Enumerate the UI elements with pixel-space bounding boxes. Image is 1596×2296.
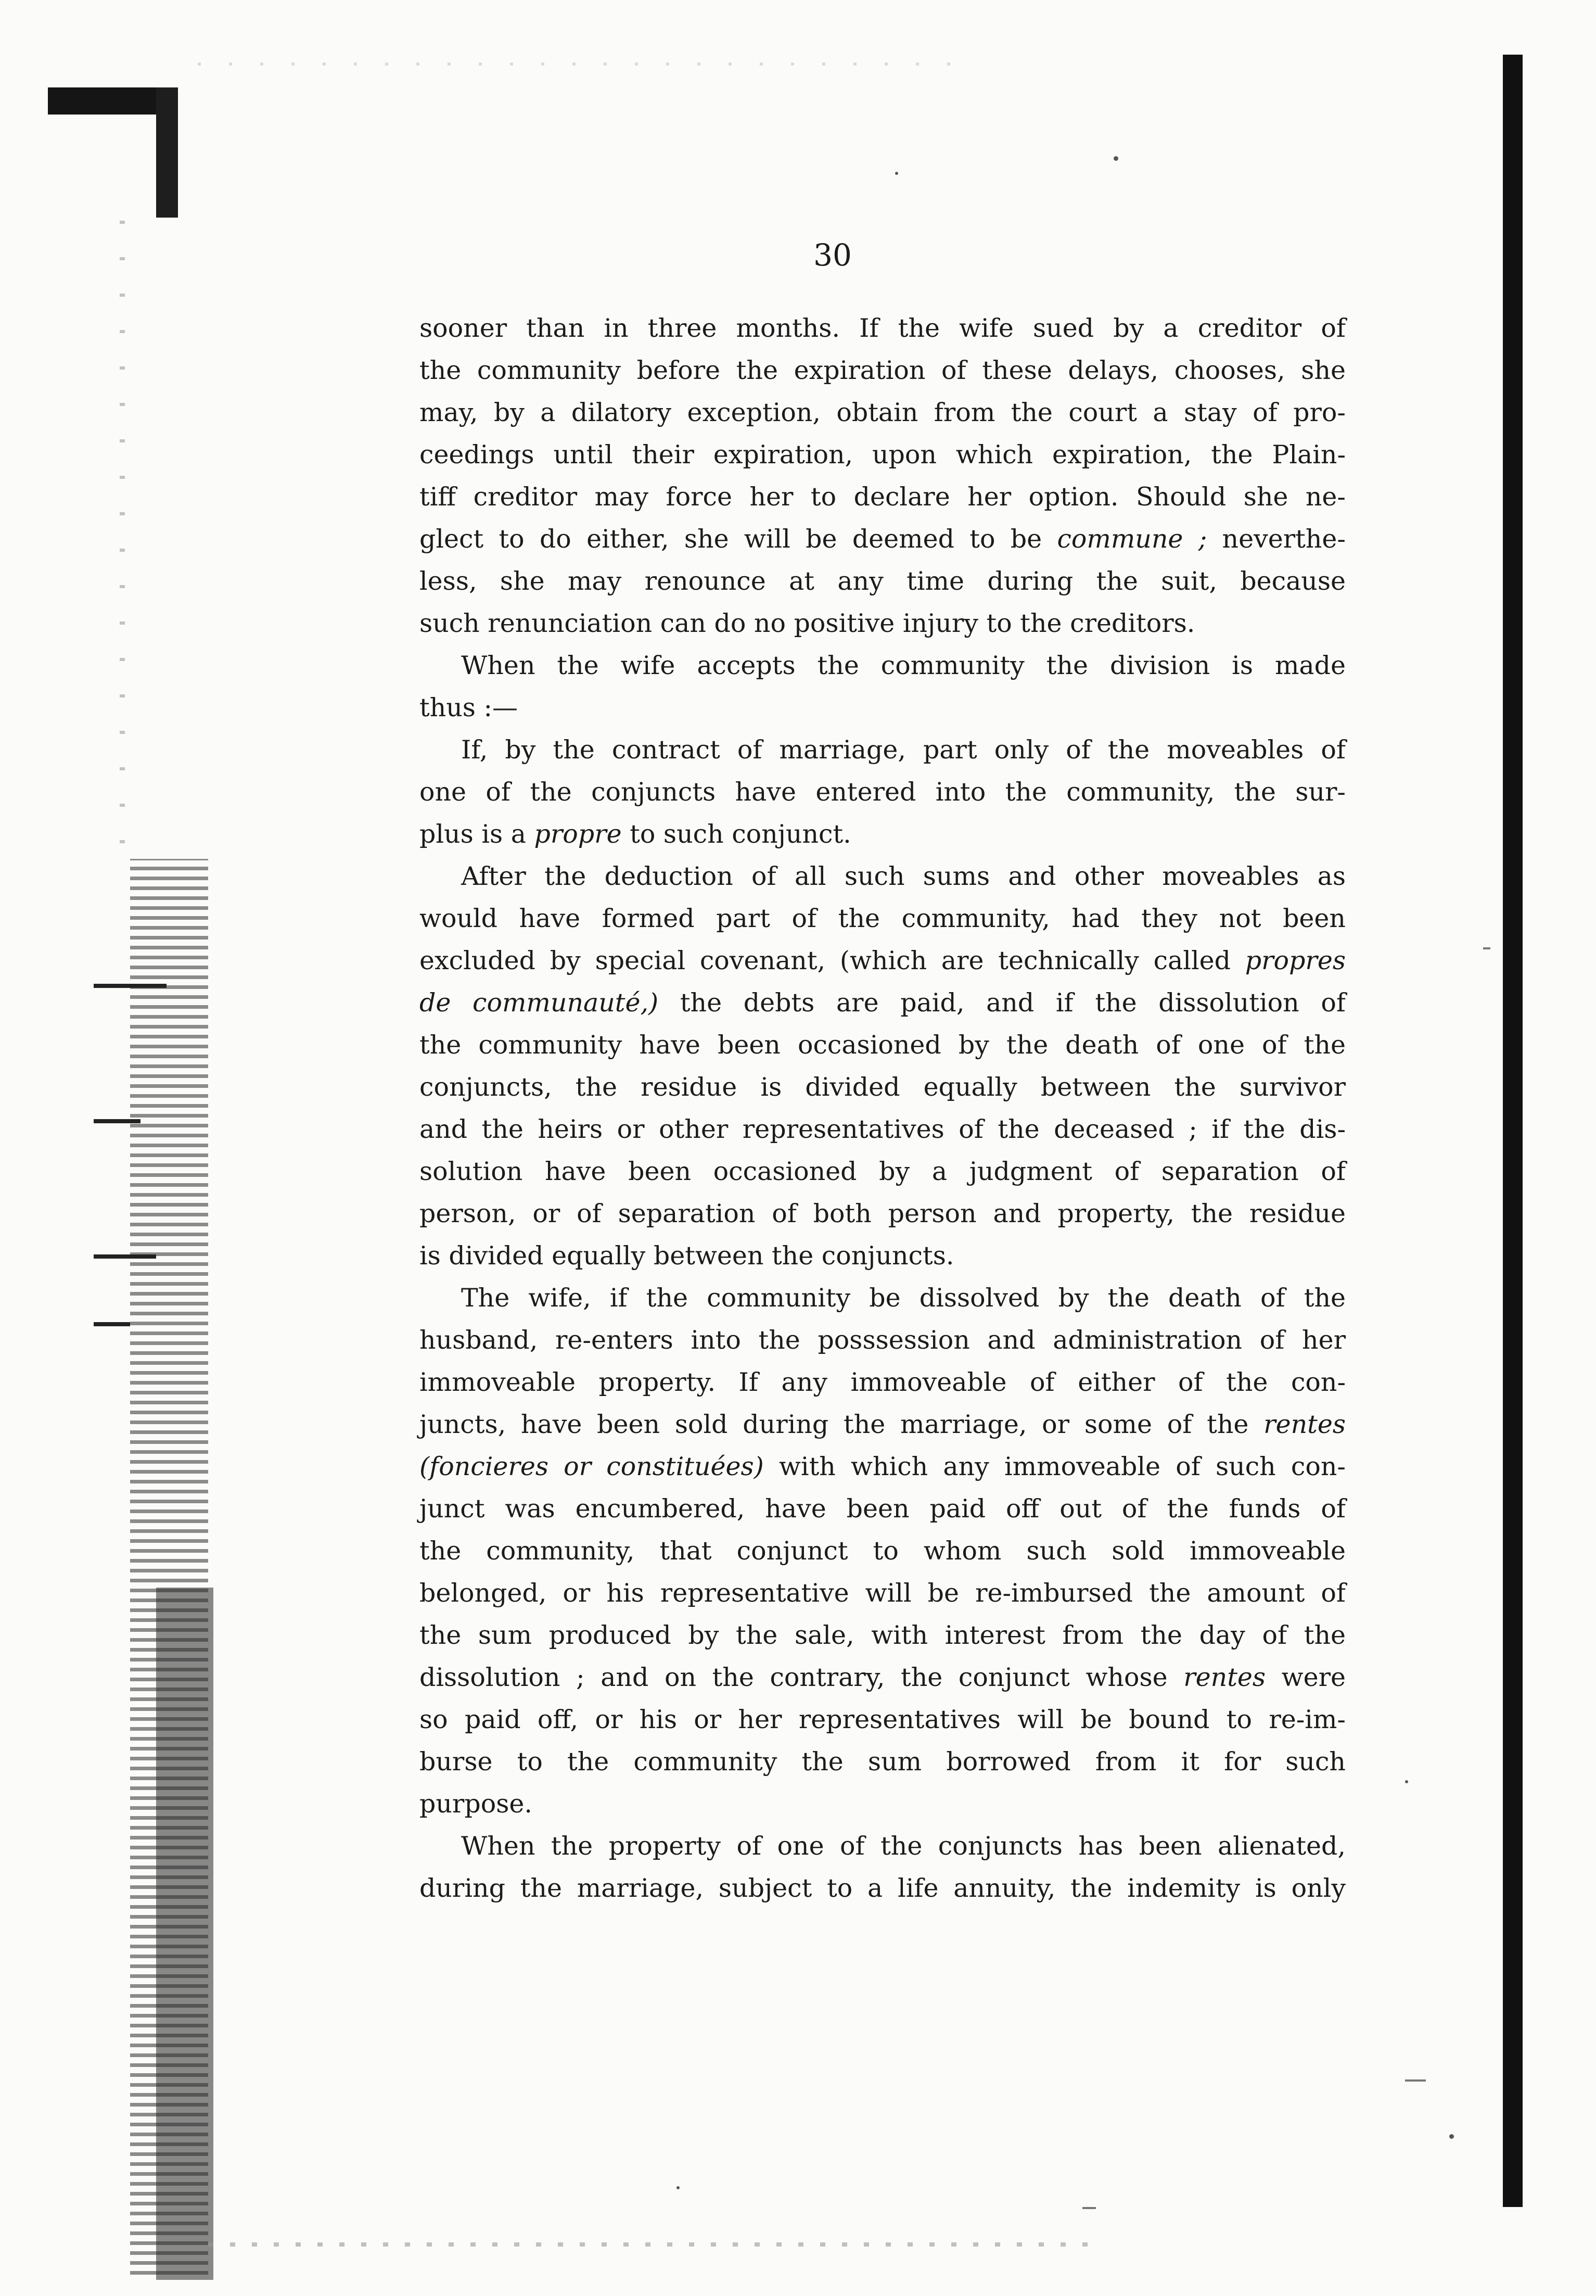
italic-term: rentes bbox=[1263, 1410, 1346, 1439]
text-run: glect to do either, she will be deemed to be bbox=[419, 524, 1057, 554]
text-line: When the wife accepts the community the division is made bbox=[461, 651, 1346, 680]
body-text bbox=[419, 307, 1346, 1909]
text-line: husband, re-enters into the posssession and administration of her bbox=[419, 1325, 1346, 1355]
text-line bbox=[419, 1656, 1346, 1698]
scan-corner-mark-tail bbox=[156, 87, 178, 218]
text-run: to such conjunct. bbox=[621, 819, 851, 849]
scan-dash bbox=[1405, 2079, 1426, 2082]
text-line bbox=[419, 1445, 1346, 1488]
italic-term: propres bbox=[1245, 946, 1346, 975]
text-line: After the deduction of all such sums and other moveables as bbox=[461, 861, 1346, 891]
paragraph bbox=[419, 729, 1346, 855]
scan-speck bbox=[1405, 1780, 1408, 1783]
text-line: so paid off, or his or her representatives will be bound to re-im- bbox=[419, 1705, 1346, 1734]
text-line: burse to the community the sum borrowed from it for such bbox=[419, 1747, 1346, 1777]
paragraph bbox=[419, 1825, 1346, 1909]
text-line: during the marriage, subject to a life annuity, the indemity is only bbox=[419, 1873, 1346, 1903]
scan-noise-top bbox=[198, 62, 978, 66]
paragraph bbox=[419, 1277, 1346, 1825]
text-run: juncts, have been sold during the marriage, or some of the bbox=[419, 1410, 1264, 1439]
text-run: excluded by special covenant, (which are technically called bbox=[419, 946, 1245, 975]
text-run: neverthe- bbox=[1207, 524, 1346, 554]
text-line: one of the conjuncts have entered into the community, the sur- bbox=[419, 777, 1346, 807]
paragraph bbox=[419, 307, 1346, 644]
italic-term: propre bbox=[534, 819, 622, 849]
italic-term: de communauté,) bbox=[419, 988, 659, 1018]
text-line bbox=[419, 813, 1346, 855]
binding-notch bbox=[94, 1119, 141, 1123]
italic-term: (foncieres or constituées) bbox=[419, 1452, 764, 1481]
text-line: person, or of separation of both person and property, the residue bbox=[419, 1199, 1346, 1228]
text-line: purpose. bbox=[419, 1789, 532, 1819]
text-line: junct was encumbered, have been paid off out of the funds of bbox=[419, 1494, 1346, 1524]
text-line: ceedings until their expiration, upon which expiration, the Plain- bbox=[419, 440, 1346, 470]
text-line: belonged, or his representative will be re-imbursed the amount of bbox=[419, 1578, 1346, 1608]
text-run: the debts are paid, and if the dissolution of bbox=[658, 988, 1346, 1018]
scan-dash bbox=[1082, 2207, 1096, 2209]
text-line: solution have been occasioned by a judgment of separation of bbox=[419, 1157, 1346, 1186]
right-edge-rule bbox=[1503, 55, 1523, 2207]
text-line: and the heirs or other representatives of the deceased ; if the dis- bbox=[419, 1114, 1346, 1144]
text-line: immoveable property. If any immoveable of either of the con- bbox=[419, 1367, 1346, 1397]
text-run: dissolution ; and on the contrary, the conjunct whose bbox=[419, 1663, 1184, 1692]
scan-speck bbox=[1114, 156, 1118, 161]
binding-notch bbox=[94, 984, 167, 988]
italic-term: commune ; bbox=[1057, 524, 1207, 554]
text-line: tiff creditor may force her to declare her option. Should she ne- bbox=[419, 482, 1346, 512]
text-line: the sum produced by the sale, with interest from the day of the bbox=[419, 1620, 1346, 1650]
page-number: 30 bbox=[813, 237, 852, 273]
text-line: is divided equally between the conjuncts. bbox=[419, 1241, 954, 1271]
text-line: thus :— bbox=[419, 693, 518, 722]
scan-speck bbox=[895, 172, 898, 175]
italic-term: rentes bbox=[1183, 1663, 1266, 1692]
text-line bbox=[419, 982, 1346, 1024]
paragraph bbox=[419, 644, 1346, 729]
text-line: may, by a dilatory exception, obtain from the court a stay of pro- bbox=[419, 398, 1346, 427]
scan-speck bbox=[676, 2186, 680, 2189]
text-line: sooner than in three months. If the wife sued by a creditor of bbox=[419, 313, 1346, 343]
binding-dots bbox=[120, 219, 125, 843]
text-line: would have formed part of the community, had they not been bbox=[419, 904, 1346, 933]
text-line: the community have been occasioned by the death of one of the bbox=[419, 1030, 1346, 1060]
text-run: with which any immoveable of such con- bbox=[763, 1452, 1346, 1481]
text-run: plus is a bbox=[419, 819, 534, 849]
text-line bbox=[419, 518, 1346, 560]
binding-notch bbox=[94, 1254, 156, 1259]
paragraph bbox=[419, 855, 1346, 1277]
binding-notch bbox=[94, 1322, 130, 1326]
text-line: conjuncts, the residue is divided equally between the survivor bbox=[419, 1072, 1346, 1102]
text-line bbox=[419, 1403, 1346, 1445]
scan-noise-bottom bbox=[208, 2242, 1093, 2247]
text-line: When the property of one of the conjuncts has been alienated, bbox=[461, 1831, 1346, 1861]
scan-dash bbox=[1483, 947, 1490, 949]
binding-edge-dark bbox=[156, 1588, 213, 2280]
text-line: If, by the contract of marriage, part only of the moveables of bbox=[461, 735, 1346, 765]
text-line: the community, that conjunct to whom such sold immoveable bbox=[419, 1536, 1346, 1566]
scan-speck bbox=[1449, 2134, 1454, 2139]
text-line: less, she may renounce at any time during the suit, because bbox=[419, 566, 1346, 596]
text-line bbox=[419, 940, 1346, 982]
text-run: were bbox=[1266, 1663, 1346, 1692]
text-line: such renunciation can do no positive injury to the creditors. bbox=[419, 608, 1195, 638]
text-line: the community before the expiration of these delays, chooses, she bbox=[419, 356, 1346, 385]
text-line: The wife, if the community be dissolved by the death of the bbox=[461, 1283, 1346, 1313]
